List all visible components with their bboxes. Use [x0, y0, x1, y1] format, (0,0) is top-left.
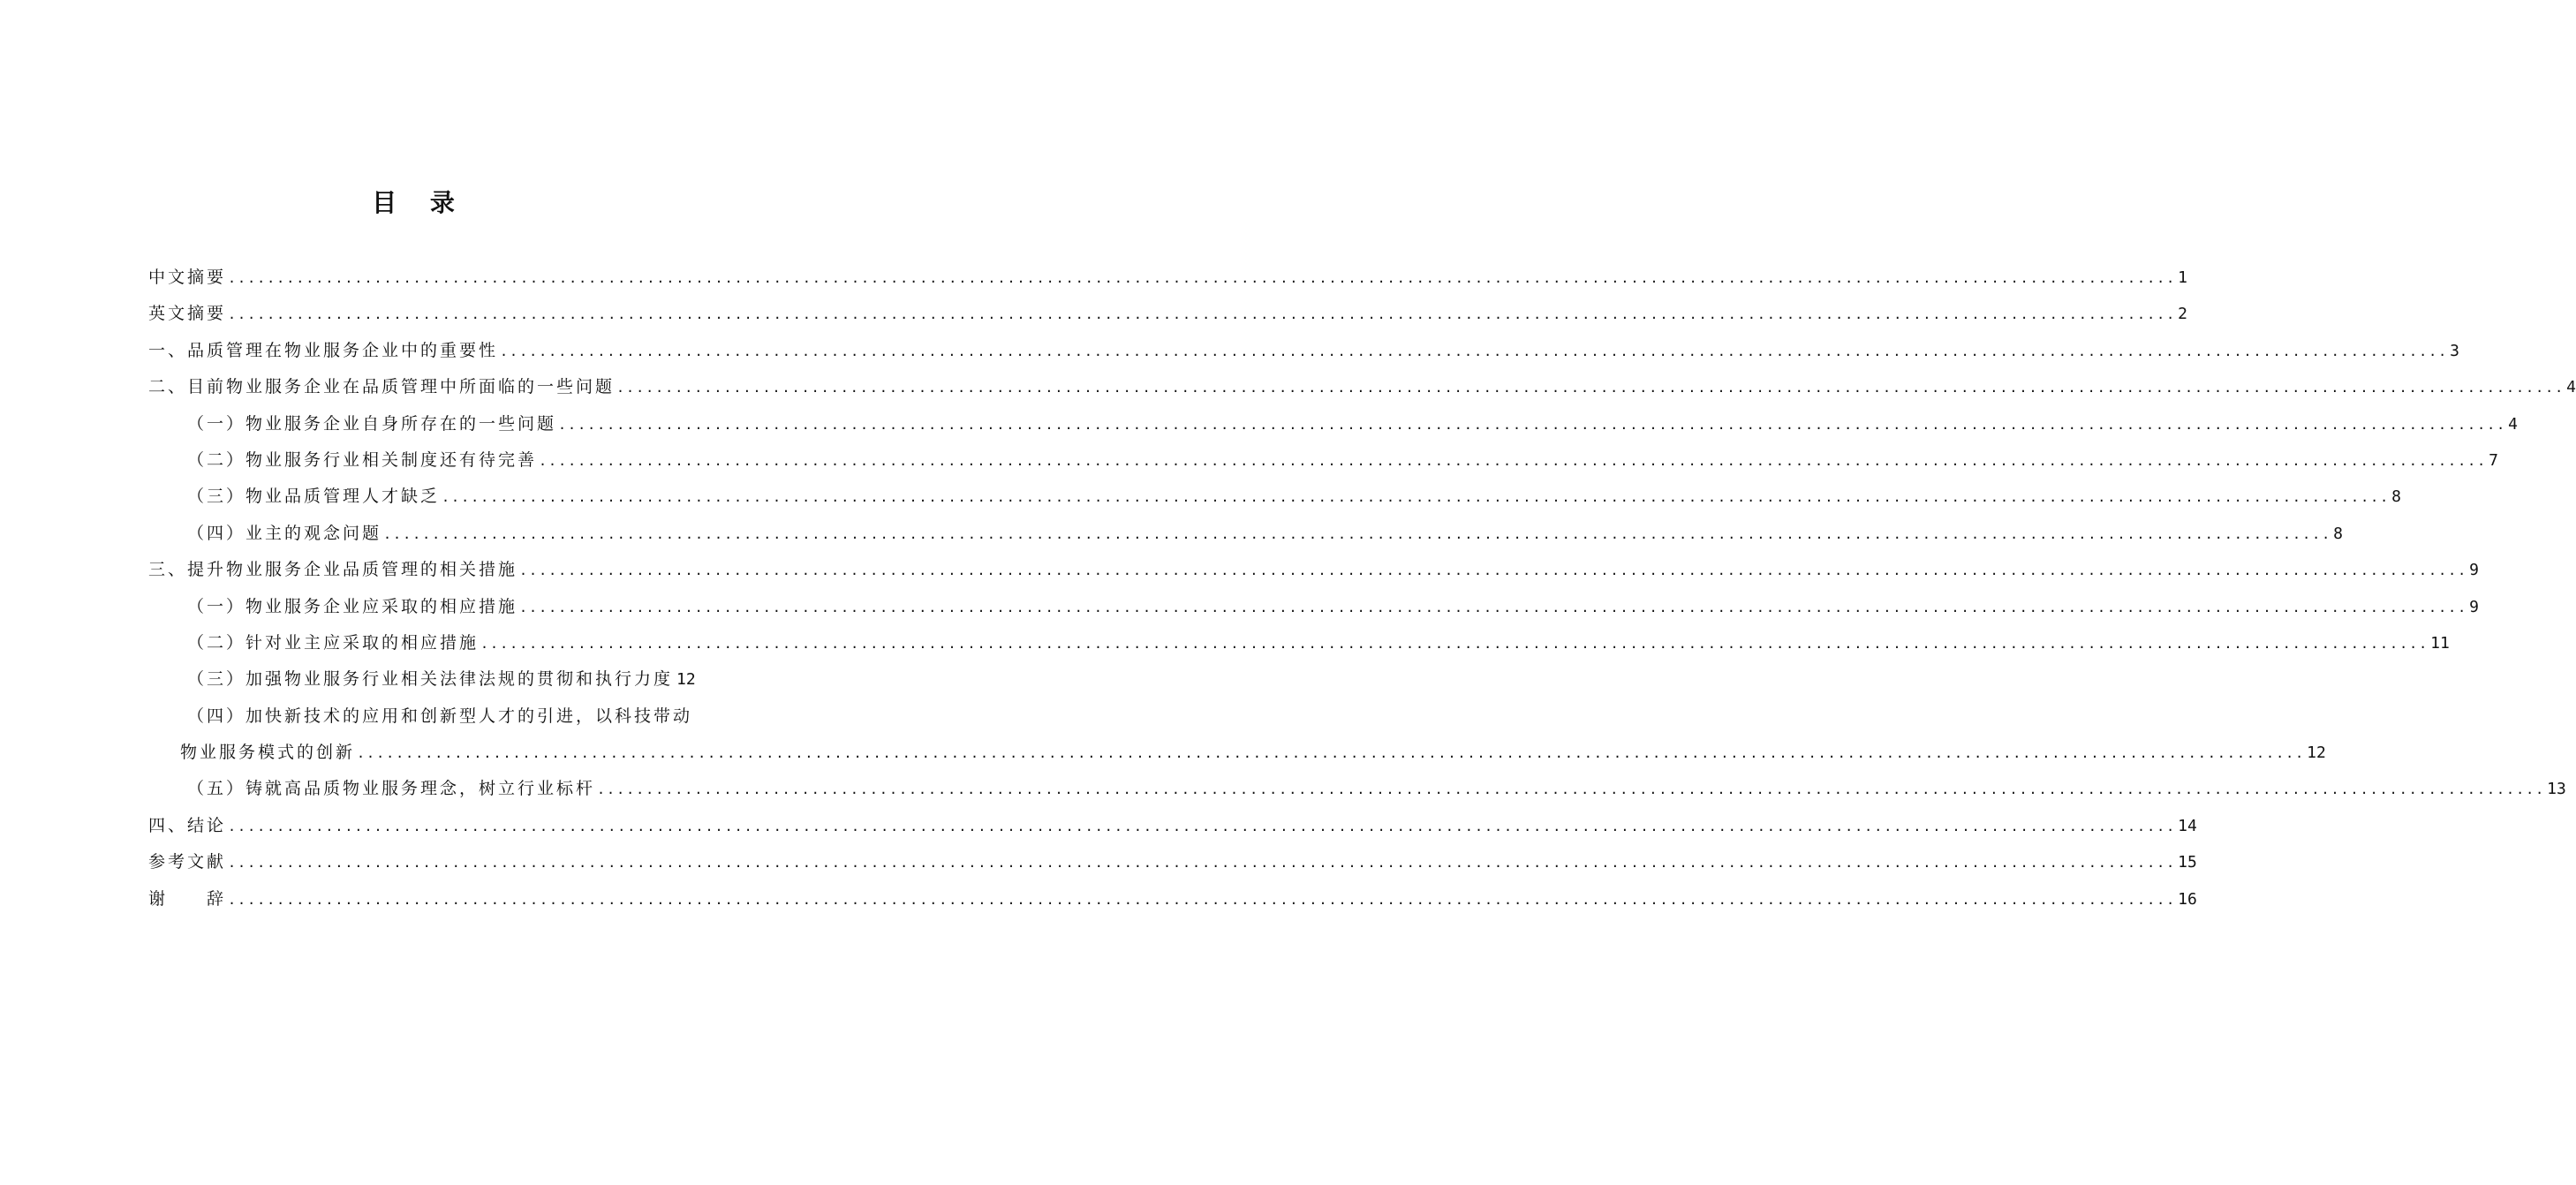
- toc-entry-title: 二、目前物业服务企业在品质管理中所面临的一些问题: [148, 377, 616, 397]
- toc-entry-title: 谢 辞: [148, 888, 227, 909]
- toc-page-number: 15: [2178, 853, 2197, 872]
- toc-dot-leader: ........................................................................................................................................................................................................: [616, 380, 2565, 396]
- toc-entry-title: （二）物业服务行业相关制度还有待完善: [187, 449, 538, 470]
- toc-entry[interactable]: [148, 881, 2197, 917]
- toc-page-number: 13: [2547, 780, 2566, 799]
- toc-entry-title: （四）加快新技术的应用和创新型人才的引进，以科技带动: [187, 706, 693, 726]
- toc-page-number: 4: [2508, 414, 2519, 434]
- toc-dot-leader: ........................................................................................................................................................................................................: [597, 781, 2546, 798]
- toc-entry-title: 参考文献: [148, 852, 227, 872]
- toc-dot-leader: ........................................................................................................................................................................................................: [558, 416, 2507, 433]
- toc-page-number: 8: [2333, 524, 2344, 543]
- toc-entry-title: 三、提升物业服务企业品质管理的相关措施: [148, 560, 518, 580]
- toc-entry[interactable]: [148, 735, 2326, 771]
- toc-entry[interactable]: [148, 479, 2402, 515]
- toc-entry-title: 四、结论: [148, 815, 227, 835]
- toc-page-number: 7: [2489, 450, 2499, 470]
- toc-entry[interactable]: [148, 260, 2188, 296]
- toc-page-number: 12: [2307, 743, 2326, 763]
- toc-entry-title: （一）物业服务企业自身所存在的一些问题: [187, 413, 557, 434]
- toc-entry-title: 一、品质管理在物业服务企业中的重要性: [148, 340, 499, 360]
- toc-entry-title: （三）加强物业服务行业相关法律法规的贯彻和执行力度: [187, 669, 674, 690]
- toc-entry[interactable]: [148, 625, 2450, 661]
- toc-page-number: 1: [2178, 268, 2188, 287]
- toc-entry-title: （一）物业服务企业应采取的相应措施: [187, 596, 518, 616]
- toc-page-number: 8: [2391, 487, 2402, 507]
- toc-entry[interactable]: [148, 406, 2519, 442]
- toc-entry[interactable]: [148, 808, 2197, 844]
- toc-dot-leader: ........................................................................................................................................................................................................: [228, 818, 2177, 834]
- toc-page-number: 3: [2450, 341, 2460, 360]
- toc-dot-leader: ........................................................................................................................................................................................................: [442, 489, 2391, 506]
- toc-dot-leader: ........................................................................................................................................................................................................: [228, 270, 2177, 286]
- toc-entry[interactable]: [148, 589, 2480, 625]
- toc-entry-title: 英文摘要: [148, 304, 227, 324]
- toc-dot-leader: ........................................................................................................................................................................................................: [383, 525, 2332, 542]
- toc-page-number: 9: [2469, 561, 2480, 580]
- toc-dot-leader: ........................................................................................................................................................................................................: [519, 562, 2468, 579]
- table-of-contents: [148, 260, 2576, 917]
- toc-entry-title: （三）物业品质管理人才缺乏: [187, 487, 441, 507]
- toc-page-number: 11: [2430, 633, 2450, 653]
- toc-dot-leader: ........................................................................................................................................................................................................: [480, 635, 2429, 652]
- toc-entry[interactable]: [148, 771, 2566, 807]
- toc-entry-title: （五）铸就高品质物业服务理念，树立行业标杆: [187, 779, 596, 799]
- toc-page-number: 14: [2178, 816, 2197, 835]
- toc-dot-leader: ........................................................................................................................................................................................................: [357, 745, 2306, 762]
- toc-page-number: 9: [2469, 597, 2480, 616]
- toc-entry-title: （四）业主的观念问题: [187, 523, 382, 543]
- toc-entry[interactable]: [148, 442, 2499, 479]
- toc-entry-title: 物业服务模式的创新: [180, 743, 356, 763]
- toc-entry[interactable]: [148, 333, 2460, 369]
- toc-page-number: 4: [2566, 378, 2576, 397]
- toc-dot-leader: ........................................................................................................................................................................................................: [539, 452, 2488, 469]
- toc-dot-leader: ........................................................................................................................................................................................................: [228, 891, 2177, 908]
- toc-entry-title: （二）针对业主应采取的相应措施: [187, 632, 480, 653]
- toc-page-number: 2: [2178, 305, 2188, 324]
- toc-dot-leader: ........................................................................................................................................................................................................: [228, 306, 2177, 323]
- toc-entry[interactable]: [148, 369, 2576, 405]
- toc-entry[interactable]: [148, 552, 2480, 588]
- toc-entry[interactable]: [148, 296, 2188, 332]
- toc-page-number: 16: [2178, 889, 2197, 909]
- toc-dot-leader: ........................................................................................................................................................................................................: [500, 343, 2449, 359]
- toc-page-number: 12: [676, 670, 696, 690]
- toc-entry-title: 中文摘要: [148, 268, 227, 287]
- toc-dot-leader: ........................................................................................................................................................................................................: [228, 855, 2177, 872]
- toc-entry[interactable]: [148, 844, 2197, 880]
- toc-entry[interactable]: [148, 661, 696, 698]
- toc-entry[interactable]: [148, 698, 693, 735]
- page-title: 目 录: [372, 188, 467, 217]
- toc-entry[interactable]: [148, 516, 2344, 552]
- toc-dot-leader: ........................................................................................................................................................................................................: [519, 599, 2468, 615]
